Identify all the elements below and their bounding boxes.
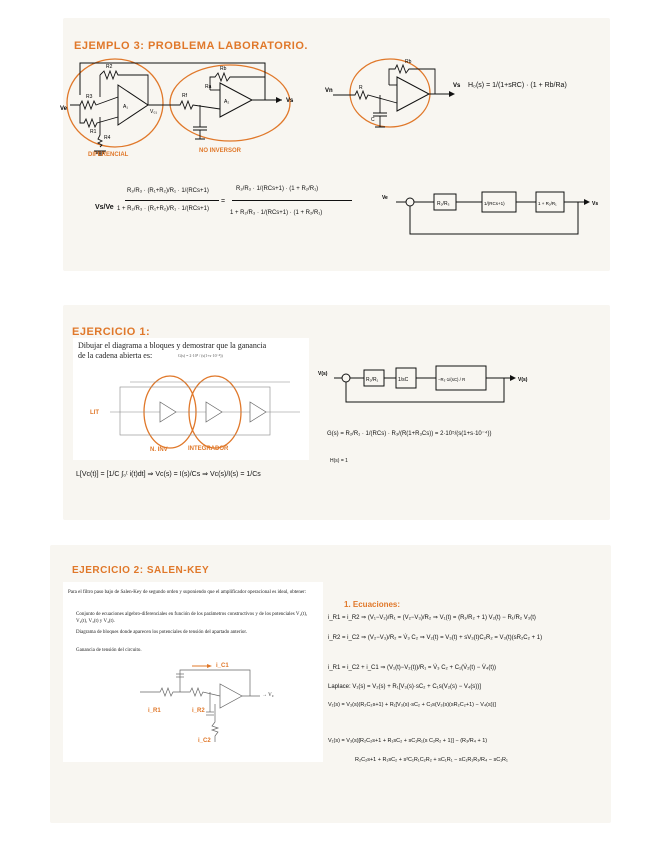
label-integrador: INTEGRADOR [188,446,229,452]
label-ve: Ve [60,106,68,112]
equation-4: Laplace: V₁(s) = V₂(s) + R₁[V₃(s)·sC₂ + C₁s(V₂(s) − V₄(s))] [328,684,481,690]
slide-title: EJERCICIO 1: [72,326,151,338]
svg-text:Rb: Rb [405,59,412,65]
transfer-rhs-num: R₂/R₃ · 1/(RCs+1) · (1 + R₂/R₁) [236,186,319,192]
printed-statement-line-2: de la cadena abierta es: [78,351,153,360]
svg-text:Rb: Rb [220,66,227,72]
printed-statement-line-1: Dibujar el diagrama a bloques y demostrar que la ganancia [78,341,267,350]
equation-3: i_R1 = i_C2 + i_C1 ⇒ (V₁(t)−V₂(t))/R₁ = V̇₃ C₂ + C₁(V̇₂(t) − V̇₄(t)) [328,665,497,671]
svg-text:Rf: Rf [182,93,187,99]
svg-text:−R₃·1/(sC) / R: −R₃·1/(sC) / R [438,377,466,382]
block-diagram-1 [382,184,604,244]
block-diagram-2 [318,362,554,412]
svg-text:1 + R₂/R₁: 1 + R₂/R₁ [538,201,557,206]
printed-item-3: Ganancia de tensión del circuito. [76,648,142,653]
equation-2: i_R2 = i_C2 ⇒ (V₂−V₃)/R₂ = V̇₃ C₂ ⇒ V₂(t) = V₃(t) + sV₃(t)C₂R₂ = V₃(t)(sR₂C₂ + 1) [328,635,543,641]
svg-text:R₂/R₁: R₂/R₁ [366,377,379,383]
svg-text:R₂/R₃: R₂/R₃ [437,201,450,207]
svg-text:R1: R1 [90,129,97,135]
equations-heading: 1. Ecuaciones: [344,600,401,609]
label-n-inv: N. INV [150,447,168,453]
transfer-mid-num: R₂/R₃ · (R₁+R₂)/R₁ · 1/(RCs+1) [127,188,209,194]
svg-text:C: C [371,117,375,123]
svg-text:1/(RCs+1): 1/(RCs+1) [484,201,505,206]
svg-text:Vs: Vs [453,83,461,89]
label-ir1: i_R1 [148,708,161,714]
equation-7: R₂C₂s+1 + R₁sC₂ + s²C₁R₁C₂R₂ + sC₁R₁ − sC₁R₁R₃/R₄ − sC₁R₁ [355,757,508,763]
laplace-formula: L[Vc(t)] = [1/C ∫₀ᵗ i(t)dt] ⇒ Vc(s) = I(s)/Cs ⇒ Vc(s)/I(s) = 1/Cs [76,471,261,478]
svg-text:V(s): V(s) [318,371,328,377]
h-formula: H(s) = 1 [330,458,348,464]
transfer-mid-den: 1 + R₂/R₃ · (R₁+R₂)/R₁ · 1/(RCs+1) [117,206,209,212]
circuit-rc-no-inversor [325,55,465,135]
transfer-rhs-den: 1 + R₂/R₃ · 1/(RCs+1) · (1 + R₂/R₁) [230,210,323,216]
equation-6: V₁(s) = V₃(s)[R₂C₂s+1 + R₁sC₂ + sC₁R₁(s C₂R₂ + 1)] − (R₃/R₄ + 1) [328,738,488,744]
svg-text:Vs: Vs [592,201,599,207]
label-diferencial: DIFERENCIAL [88,152,129,158]
svg-text:R4: R4 [104,135,111,141]
svg-text:1/sC: 1/sC [398,377,409,383]
svg-text:Ra: Ra [205,84,212,90]
g-formula: G(s) = R₂/R₁ · 1/(RCs) · R₃/(R(1+R₃Cs)) = 2·10⁵/(s(1+s·10⁻⁴)) [327,431,492,437]
printed-item-2: Diagrama de bloques donde aparecen los potenciales de tensión del apartado anterior. [76,630,248,635]
svg-text:Ve: Ve [382,195,388,201]
label-ic2: i_C2 [198,738,211,744]
svg-text:R: R [359,85,363,91]
fraction-line-1 [125,200,219,201]
label-ic1: i_C1 [216,663,229,669]
equation-1: i_R1 = i_R2 ⇒ (V₁−V₂)/R₁ = (V₂−V₃)/R₂ ⇒ V₁(t) = (R₁/R₂ + 1) V₂(t) − R₁/R₂ V₃(t) [328,615,536,621]
equation-5: V₁(s) = V₃(s)(R₂C₂s+1) + R₁[V₃(s)·sC₂ + C₁s(V₃(s)(sR₂C₂+1) − V₄(s))] [328,702,496,708]
svg-text:Vn: Vn [325,88,333,94]
h0-formula: H₀(s) = 1/(1+sRC) · (1 + Rb/Ra) [468,82,567,89]
printed-formula: G(s) = 2·10⁵ / (s(1+s·10⁻⁴)) [178,353,223,358]
svg-text:R2: R2 [106,64,113,70]
printed-item-1: Conjunto de ecuaciones algebro-diferenciales en función de los parámetros constructivos y de los potenciales V₁(t), V₂(t), V₃(t) y V₄(t). [76,612,308,624]
svg-text:A₂: A₂ [224,99,230,105]
fraction-line-2 [232,200,352,201]
label-vs: Vs [286,98,294,104]
label-ir2: i_R2 [192,708,205,714]
slide-title: EJERCICIO 2: SALEN-KEY [72,565,210,576]
circuit-diferencial-no-inversor [60,55,320,165]
circuit-salen-key [130,662,270,750]
label-vo: → V₀ [262,693,274,698]
svg-text:V(s): V(s) [518,377,528,383]
label-lit: LIT [90,410,99,416]
printed-paragraph: Para el filtro paso bajo de Salen-Key de segundo orden y suponiendo que el amplificador operacional es ideal, obtener: [68,590,307,595]
svg-text:A₁: A₁ [123,104,129,110]
transfer-lhs: Vs/Ve [95,204,114,211]
circuit-ejercicio-1 [110,372,310,457]
equals-sign: = [221,198,226,205]
slide-title: EJEMPLO 3: PROBLEMA LABORATORIO. [74,40,308,52]
svg-text:R3: R3 [86,94,93,100]
label-no-inversor: NO INVERSOR [199,148,242,154]
svg-text:V₀₁: V₀₁ [150,109,158,115]
